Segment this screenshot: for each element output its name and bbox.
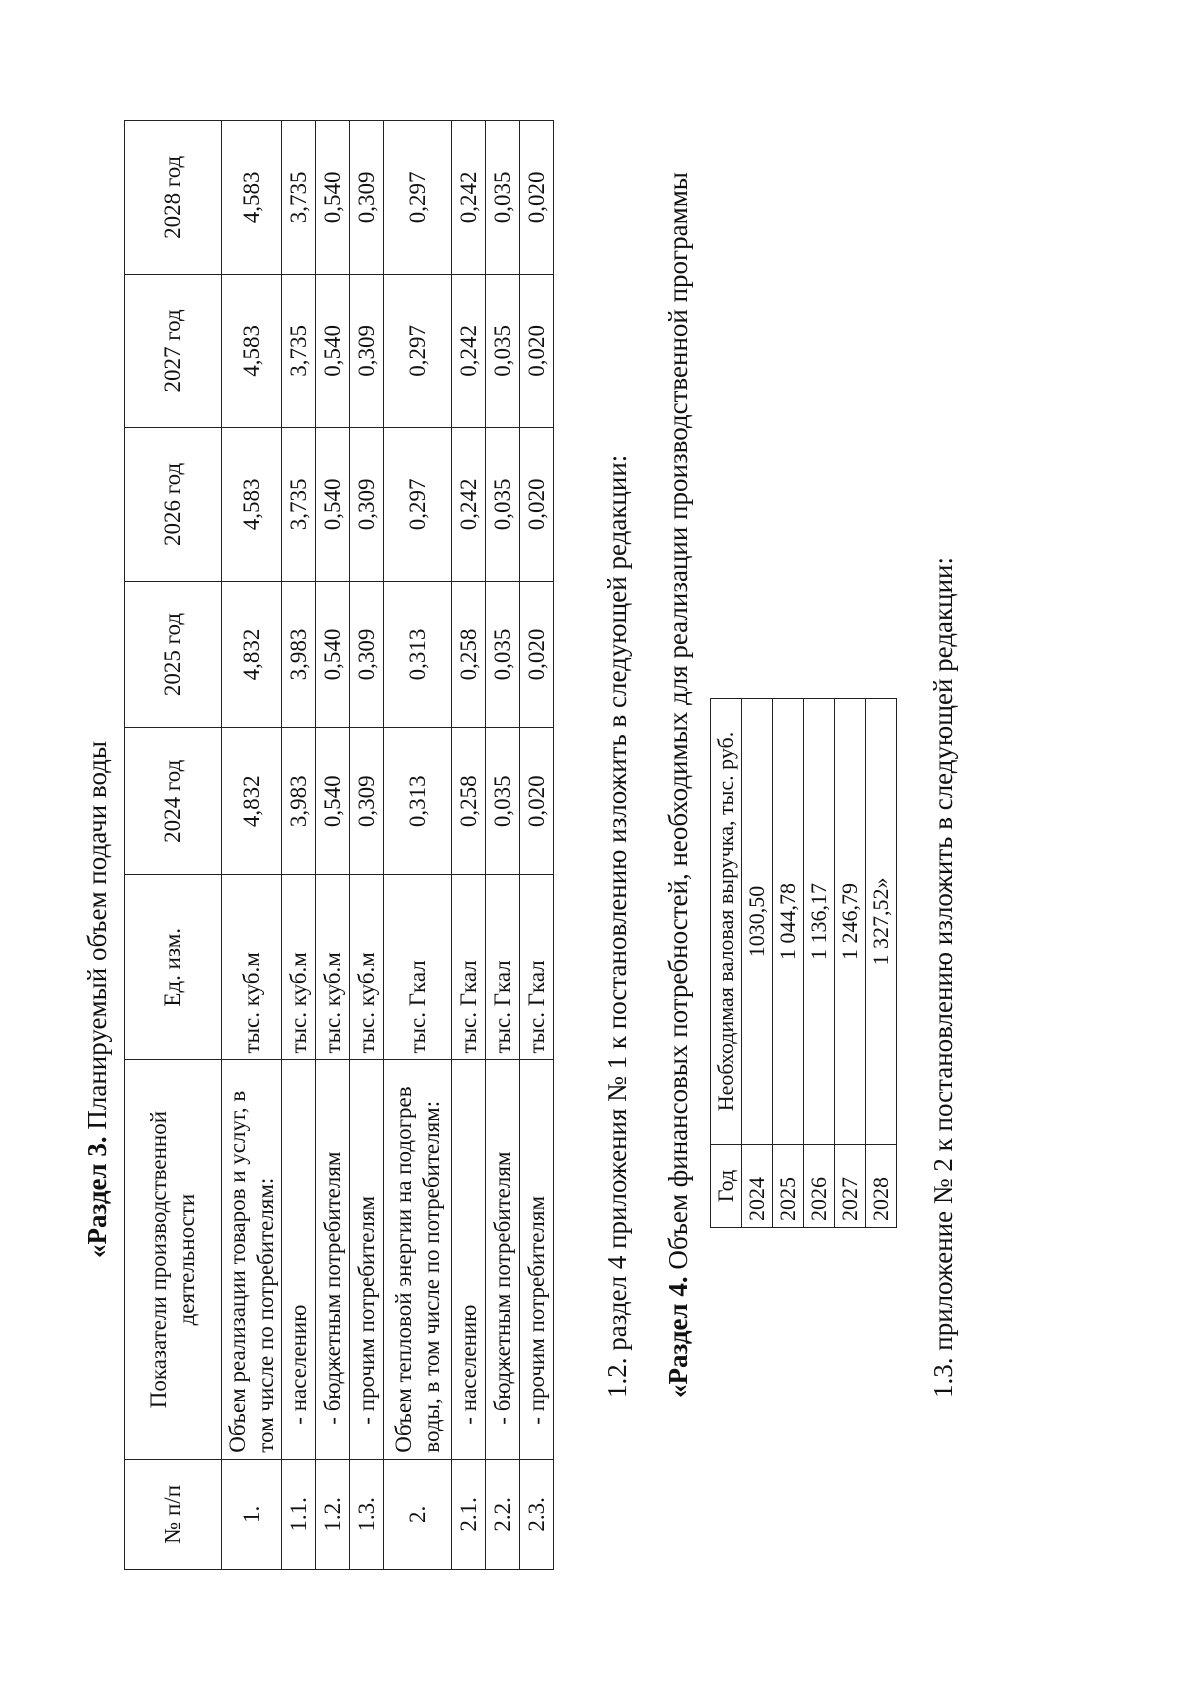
col-header-2025: 2025 год bbox=[125, 581, 222, 728]
row-value: 0,309 bbox=[350, 728, 384, 875]
row-value: 0,309 bbox=[350, 121, 384, 275]
revenue-row bbox=[773, 699, 804, 1228]
row-value: 3,735 bbox=[282, 274, 316, 428]
row-value: 0,020 bbox=[520, 728, 554, 875]
row-indicator: - населению bbox=[282, 1060, 316, 1459]
row-value: 3,735 bbox=[282, 121, 316, 275]
row-value: 0,035 bbox=[486, 581, 520, 728]
revenue-value: 1 327,52» bbox=[866, 699, 897, 1145]
row-value: 3,983 bbox=[282, 728, 316, 875]
col-header-2026: 2026 год bbox=[125, 428, 222, 582]
row-value: 0,309 bbox=[350, 274, 384, 428]
row-value: 0,313 bbox=[384, 581, 452, 728]
col-header-2024: 2024 год bbox=[125, 728, 222, 875]
table-row bbox=[350, 121, 384, 1570]
revenue-value: 1030,50 bbox=[742, 699, 773, 1145]
revenue-row bbox=[866, 699, 897, 1228]
section3-title bbox=[82, 741, 113, 1258]
revenue-year: 2027 bbox=[835, 1145, 866, 1228]
row-unit: тыс. Гкал bbox=[520, 875, 554, 1060]
row-value: 0,540 bbox=[316, 121, 350, 275]
section4-title bbox=[663, 172, 694, 1398]
row-number: 2.2. bbox=[486, 1459, 520, 1569]
row-value: 0,540 bbox=[316, 428, 350, 582]
row-value: 0,035 bbox=[486, 274, 520, 428]
revenue-col-year: Год bbox=[711, 1145, 742, 1228]
row-unit: тыс. Гкал bbox=[452, 875, 486, 1060]
row-unit: тыс. куб.м bbox=[222, 875, 282, 1060]
table-row bbox=[384, 121, 452, 1570]
row-value: 0,020 bbox=[520, 428, 554, 582]
row-unit: тыс. куб.м bbox=[282, 875, 316, 1060]
row-number: 1.2. bbox=[316, 1459, 350, 1569]
row-value: 0,020 bbox=[520, 274, 554, 428]
revenue-year: 2028 bbox=[866, 1145, 897, 1228]
row-indicator: - бюджетным потребителям bbox=[316, 1060, 350, 1459]
table-row bbox=[316, 121, 350, 1570]
row-value: 4,583 bbox=[222, 428, 282, 582]
paragraph-1-2: 1.2. раздел 4 приложения № 1 к постановлению изложить в следующей редакции: bbox=[602, 454, 632, 1398]
row-indicator: - прочим потребителям bbox=[350, 1060, 384, 1459]
row-number: 1. bbox=[222, 1459, 282, 1569]
row-indicator: - прочим потребителям bbox=[520, 1060, 554, 1459]
row-value: 0,297 bbox=[384, 121, 452, 275]
row-value: 0,242 bbox=[452, 274, 486, 428]
row-value: 0,258 bbox=[452, 581, 486, 728]
row-value: 0,540 bbox=[316, 728, 350, 875]
row-value: 4,583 bbox=[222, 274, 282, 428]
row-value: 4,832 bbox=[222, 728, 282, 875]
table-row bbox=[452, 121, 486, 1570]
row-value: 0,309 bbox=[350, 428, 384, 582]
revenue-row bbox=[804, 699, 835, 1228]
section3-title-label: «Раздел 3. bbox=[82, 1136, 112, 1258]
col-header-num: № п/п bbox=[125, 1459, 222, 1569]
revenue-year: 2026 bbox=[804, 1145, 835, 1228]
water-supply-table bbox=[124, 120, 554, 1570]
revenue-row bbox=[835, 699, 866, 1228]
row-number: 2.3. bbox=[520, 1459, 554, 1569]
table-row bbox=[282, 121, 316, 1570]
table-row bbox=[520, 121, 554, 1570]
row-indicator: Объем тепловой энергии на подогрев воды, в том числе по потребителям: bbox=[384, 1060, 452, 1459]
row-unit: тыс. Гкал bbox=[384, 875, 452, 1060]
table-header-row bbox=[125, 121, 222, 1570]
row-number: 2. bbox=[384, 1459, 452, 1569]
row-value: 0,242 bbox=[452, 121, 486, 275]
revenue-col-value: Необходимая валовая выручка, тыс. руб. bbox=[711, 699, 742, 1145]
revenue-header-row bbox=[711, 699, 742, 1228]
revenue-year: 2025 bbox=[773, 1145, 804, 1228]
row-value: 0,035 bbox=[486, 428, 520, 582]
revenue-value: 1 246,79 bbox=[835, 699, 866, 1145]
row-value: 0,020 bbox=[520, 121, 554, 275]
row-value: 0,313 bbox=[384, 728, 452, 875]
row-value: 0,020 bbox=[520, 581, 554, 728]
row-value: 0,035 bbox=[486, 728, 520, 875]
col-header-indicator: Показатели производственной деятельности bbox=[125, 1060, 222, 1459]
row-value: 0,242 bbox=[452, 428, 486, 582]
row-number: 2.1. bbox=[452, 1459, 486, 1569]
row-number: 1.3. bbox=[350, 1459, 384, 1569]
row-value: 0,297 bbox=[384, 274, 452, 428]
section4-title-label: «Раздел 4. bbox=[663, 1276, 693, 1398]
table-row bbox=[222, 121, 282, 1570]
row-value: 0,309 bbox=[350, 581, 384, 728]
row-indicator: - бюджетным потребителям bbox=[486, 1060, 520, 1459]
row-unit: тыс. куб.м bbox=[350, 875, 384, 1060]
col-header-2028: 2028 год bbox=[125, 121, 222, 275]
row-value: 0,035 bbox=[486, 121, 520, 275]
table-row bbox=[486, 121, 520, 1570]
paragraph-1-3: 1.3. приложение № 2 к постановлению изложить в следующей редакции: bbox=[928, 557, 958, 1398]
col-header-2027: 2027 год bbox=[125, 274, 222, 428]
row-number: 1.1. bbox=[282, 1459, 316, 1569]
row-value: 0,297 bbox=[384, 428, 452, 582]
row-value: 0,540 bbox=[316, 274, 350, 428]
row-value: 3,735 bbox=[282, 428, 316, 582]
revenue-value: 1 136,17 bbox=[804, 699, 835, 1145]
row-value: 3,983 bbox=[282, 581, 316, 728]
row-value: 0,258 bbox=[452, 728, 486, 875]
revenue-year: 2024 bbox=[742, 1145, 773, 1228]
revenue-row bbox=[742, 699, 773, 1228]
row-indicator: Объем реализации товаров и услуг, в том числе по потребителям: bbox=[222, 1060, 282, 1459]
col-header-unit: Ед. изм. bbox=[125, 875, 222, 1060]
section3-title-text: Планируемый объем подачи воды bbox=[82, 740, 112, 1137]
row-value: 4,583 bbox=[222, 121, 282, 275]
row-unit: тыс. Гкал bbox=[486, 875, 520, 1060]
row-value: 4,832 bbox=[222, 581, 282, 728]
row-unit: тыс. куб.м bbox=[316, 875, 350, 1060]
revenue-value: 1 044,78 bbox=[773, 699, 804, 1145]
section4-title-text: Объем финансовых потребностей, необходимых для реализации производственной программы bbox=[663, 172, 693, 1277]
revenue-table bbox=[710, 698, 897, 1228]
row-indicator: - населению bbox=[452, 1060, 486, 1459]
row-value: 0,540 bbox=[316, 581, 350, 728]
